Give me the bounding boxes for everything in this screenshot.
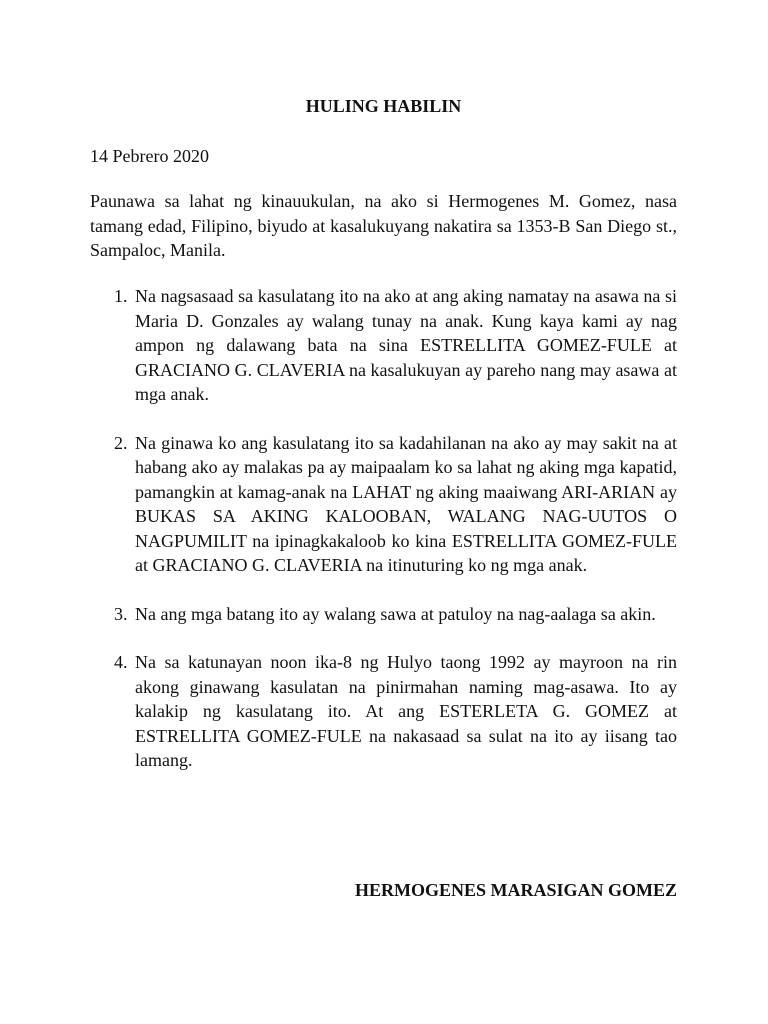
clause-number: 2. bbox=[114, 432, 128, 453]
signatory-name: HERMOGENES MARASIGAN GOMEZ bbox=[354, 880, 677, 900]
clause-item bbox=[90, 602, 677, 627]
clause-item bbox=[90, 431, 677, 578]
clause-text: Na sa katunayan noon ika-8 ng Hulyo taong 1992 ay mayroon na rin akong ginawang kasulatan na pinirmahan naming mag-asawa. Ito ay kalakip ng kasulatang ito. At ang ESTERLETA G. GOMEZ at ESTRELLITA GOMEZ-FULE na nakasaad sa sulat na ito ay iisang tao lamang. bbox=[135, 652, 677, 770]
clause-number: 4. bbox=[114, 652, 128, 672]
intro-paragraph: Paunawa sa lahat ng kinauukulan, na ako si Hermogenes M. Gomez, nasa tamang edad, Filipino, biyudo at kasalukuyang nakatira sa 1353-B San Diego st., Sampaloc, Manila. bbox=[90, 191, 677, 260]
document-date: 14 Pebrero 2020 bbox=[90, 146, 209, 166]
clause-text: Na nagsasaad sa kasulatang ito na ako at ang aking namatay na asawa na si Maria D. Gonzales ay walang tunay na anak. Kung kaya kami ay nag ampon ng dalawang bata na sina ESTRELLITA GOMEZ-FULE at GRACIANO G. CLAVERIA na kasalukuyan ay pareho nang may asawa at mga anak. bbox=[135, 286, 677, 404]
clause-text: Na ang mga batang ito ay walang sawa at patuloy na nag-aalaga sa akin. bbox=[135, 603, 656, 624]
clause-text: Na ginawa ko ang kasulatang ito sa kadahilanan na ako ay may sakit na at habang ako ay malakas pa ay maipaalam ko sa lahat ng aking mga kapatid, pamangkin at kamag-anak na LAHAT ng aking maaiwang ARI-ARIAN ay BUKAS SA AKING KALOOBAN, WALANG NAG-UUTOS O NAGPUMILIT na ipinagkakaloob ko kina ESTRELLITA GOMEZ-FULE at GRACIANO G. CLAVERIA na itinuturing ko ng mga anak. bbox=[135, 432, 677, 575]
clause-number: 1. bbox=[114, 286, 128, 306]
document-title: HULING HABILIN bbox=[305, 96, 462, 116]
clause-number: 3. bbox=[114, 603, 128, 624]
clause-list bbox=[90, 284, 677, 797]
clause-item bbox=[90, 650, 677, 773]
clause-item bbox=[90, 284, 677, 407]
